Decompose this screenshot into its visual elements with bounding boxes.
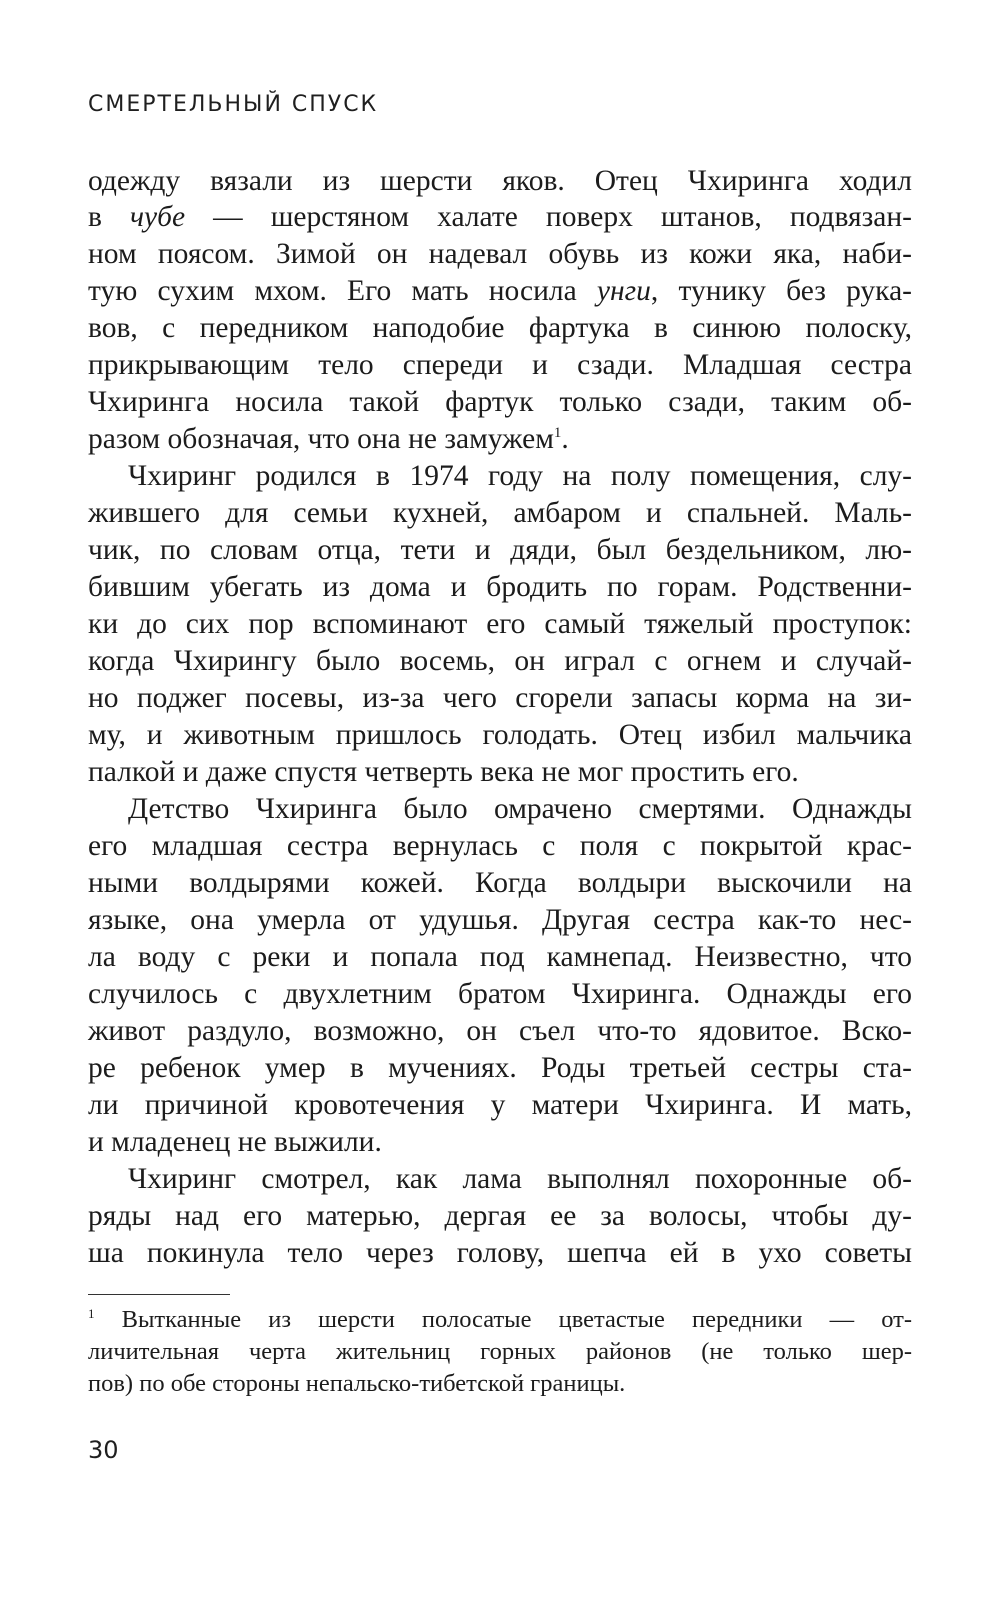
text-line: Детство Чхиринга было омрачено смертями. Однажды — [128, 793, 912, 825]
text-line: му, и животным пришлось голодать. Отец избил мальчика — [88, 719, 912, 751]
text-line: тую сухим мхом. Его мать носила унги, тунику без рука- — [88, 275, 912, 307]
text-line: но поджег посевы, из-за чего сгорели запасы корма на зи- — [88, 682, 912, 714]
page-number: 30 — [88, 1436, 119, 1464]
running-header: СМЕРТЕЛЬНЫЙ СПУСК — [88, 92, 379, 117]
text-line: ными волдырями кожей. Когда волдыри выскочили на — [88, 867, 912, 899]
footnote-line: личительная черта жительниц горных районов (не только шер- — [88, 1338, 912, 1365]
italic-term: унги — [596, 275, 651, 307]
text-line: Чхиринг родился в 1974 году на полу помещения, слу- — [128, 460, 912, 492]
text-line: ре ребенок умер в мучениях. Роды третьей сестры ста- — [88, 1052, 912, 1084]
text-line: одежду вязали из шерсти яков. Отец Чхиринга ходил — [88, 165, 912, 197]
text-line: в чубе — шерстяном халате поверх штанов, подвязан- — [88, 201, 912, 233]
footnote-marker: 1 — [88, 1305, 95, 1321]
italic-term: чубе — [129, 201, 186, 233]
text-line: прикрывающим тело спереди и сзади. Младшая сестра — [88, 349, 912, 381]
footnote-divider — [88, 1294, 230, 1295]
footnote-ref: 1 — [553, 425, 562, 442]
text-line: бившим убегать из дома и бродить по горам. Родственни- — [88, 571, 912, 603]
text-line: Чхиринга носила такой фартук только сзади, таким об- — [88, 386, 912, 418]
text-line: чик, по словам отца, тети и дяди, был бездельником, лю- — [88, 534, 912, 566]
footnote-line: $^1$ Вытканные из шерсти полосатые цветастые передники — от- — [88, 1305, 912, 1333]
text-line: и младенец не выжили. — [88, 1126, 382, 1158]
text-line: ла воду с реки и попала под камнепад. Неизвестно, что — [88, 941, 912, 973]
text-line: палкой и даже спустя четверть века не мог простить его. — [88, 756, 799, 788]
text-line: случилось с двухлетним братом Чхиринга. Однажды его — [88, 978, 912, 1010]
text-line: разом обозначая, что она не замужем$^1$. — [88, 423, 569, 455]
text-line: вов, с передником наподобие фартука в синюю полоску, — [88, 312, 912, 344]
text-line: языке, она умерла от удушья. Другая сестра как-то нес- — [88, 904, 912, 936]
text-line: ли причиной кровотечения у матери Чхиринга. И мать, — [88, 1089, 912, 1121]
text-line: ша покинула тело через голову, шепча ей в ухо советы — [88, 1237, 912, 1269]
text-line: ном поясом. Зимой он надевал обувь из кожи яка, наби- — [88, 238, 912, 270]
footnote-line: пов) по обе стороны непальско-тибетской границы. — [88, 1370, 626, 1397]
text-line: Чхиринг смотрел, как лама выполнял похоронные об- — [128, 1163, 912, 1195]
text-line: ки до сих пор вспоминают его самый тяжелый проступок: — [88, 608, 912, 640]
text-line: ряды над его матерью, дергая ее за волосы, чтобы ду- — [88, 1200, 912, 1232]
text-line: когда Чхирингу было восемь, он играл с огнем и случай- — [88, 645, 912, 677]
text-line: жившего для семьи кухней, амбаром и спальней. Маль- — [88, 497, 912, 529]
text-line: живот раздуло, возможно, он съел что-то ядовитое. Вско- — [88, 1015, 912, 1047]
text-line: его младшая сестра вернулась с поля с покрытой крас- — [88, 830, 912, 862]
